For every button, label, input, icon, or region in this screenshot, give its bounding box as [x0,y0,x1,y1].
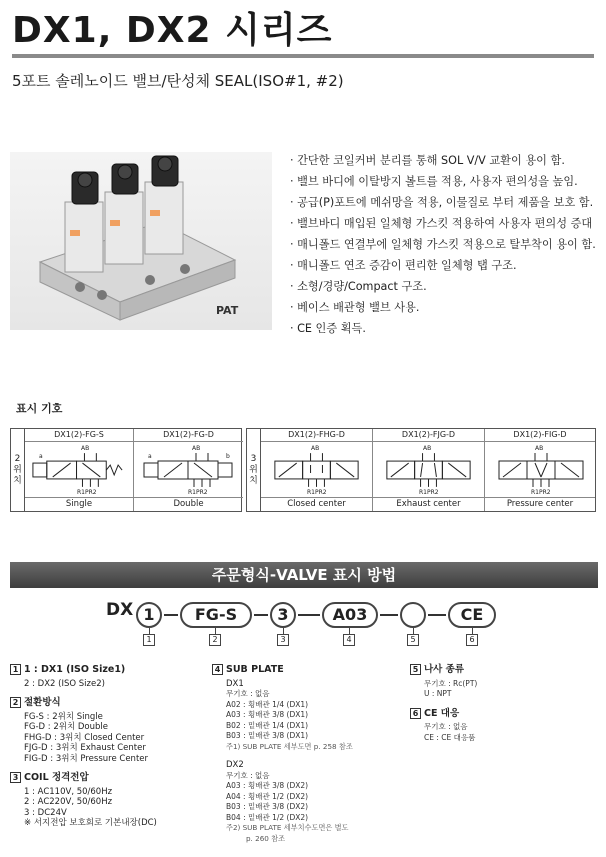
legend-coil-voltage: 3 COIL 정격전압 [10,772,200,784]
feature-item: · 소형/경량/Compact 구조. [290,276,600,297]
legend-sub-plate: 4 SUB PLATE [212,664,402,676]
legend-thread: 5 나사 종류 [410,664,600,676]
legend-column-1: 1 1 : DX1 (ISO Size1) 2 : DX2 (ISO Size2) 2 절환방식 FG-S : 2위치 Single FG-D : 2위치 Double FHG-D : 3위치 Closed Center FJG-D : 3위치 Exhaust Center FIG-D : 3위치 Pressure Center 3 COIL 정격전압 1 : AC110V, 50/60Hz 2 : AC220V, 50/60Hz 3 : DC24V ※ 서지전압 보호회로 기본내장(DC) [10,664,200,829]
order-part-size: 1 [136,602,162,628]
feature-item: · CE 인증 획득. [290,318,600,339]
position-label-3: 3 위 치 [247,429,261,511]
symbol-name: Double [134,497,243,511]
legend-ce: 6 CE 대응 [410,708,600,720]
order-number-box: 3 [277,634,289,646]
order-part-ce: CE [448,602,496,628]
order-prefix: DX [106,600,134,620]
symbol-code: DX1(2)-FIG-D [485,429,595,442]
feature-item: · 밸브 바디에 이탈방지 볼트를 적용, 사용자 편의성을 높임. [290,171,600,192]
symbol-code: DX1(2)-FG-S [25,429,133,442]
legend-switching: 2 절환방식 [10,697,200,709]
symbol-code: DX1(2)-FG-D [134,429,243,442]
feature-item: · 밸브바디 매입된 일체형 가스킷 적용하여 사용자 편의성 증대 [290,213,600,234]
feature-item: · 매니폴드 연결부에 일체형 가스킷 적용으로 탈부착이 용이 함. [290,234,600,255]
feature-item: · 공급(P)포트에 메쉬망을 적용, 이물질로 부터 제품을 보호 함. [290,192,600,213]
order-part-voltage: 3 [270,602,296,628]
order-number-box: 2 [209,634,221,646]
symbol-cell-double: DX1(2)-FG-D AB a b R1PR2 Double [134,429,243,511]
symbol-cell-single: DX1(2)-FG-S AB a R1PR2 Single [25,429,134,511]
order-number-box: 5 [407,634,419,646]
legend-column-2: 4 SUB PLATE DX1 무기호 : 없음 A02 : 횡배관 1/4 (DX1) A03 : 횡배관 3/8 (DX1) B02 : 밑배관 1/4 (DX1) B03 : 밑배관 3/8 (DX1) 주1) SUB PLATE 세부도면 p. 258 참조 DX2 무기호 : 없음 A03 : 횡배관 3/8 (DX2) A04 : 횡배관 1/2 (DX2) B03 : 밑배관 3/8 (DX2) B04 : 밑배관 1/2 (DX2) 주2) SUB PLATE 세부치수도면은 별도 p. 260 참조 [212,664,402,844]
order-dash [254,614,268,616]
symbol-heading: 표시 기호 [16,402,63,415]
position-label-2: 2 위 치 [11,429,25,511]
feature-item: · 간단한 코일커버 분리를 통해 SOL V/V 교환이 용이 함. [290,150,600,171]
symbol-table-2pos [10,428,242,512]
symbol-name: Single [25,497,133,511]
page-title: DX1, DX2 시리즈 [12,10,333,51]
symbol-cell-exhaust-center: DX1(2)-FJG-D AB R1PR2 Exhaust center [373,429,485,511]
symbol-code: DX1(2)-FHG-D [261,429,372,442]
feature-item: · 베이스 배관형 밸브 사용. [290,297,600,318]
order-dash [164,614,178,616]
feature-item: · 매니폴드 연조 증감이 편리한 일체형 탭 구조. [290,255,600,276]
pat-badge: PAT [216,304,239,317]
order-number-box: 4 [343,634,355,646]
symbol-name: Closed center [261,497,372,511]
symbol-name: Pressure center [485,497,595,511]
order-number-box: 1 [143,634,155,646]
order-number-box: 6 [466,634,478,646]
legend-column-3: 5 나사 종류 무기호 : Rc(PT) U : NPT 6 CE 대응 무기호 : 없음 CE : CE 대응품 [410,664,600,743]
page-subtitle: 5포트 솔레노이드 밸브/탄성체 SEAL(ISO#1, #2) [12,72,344,90]
symbol-code: DX1(2)-FJG-D [373,429,484,442]
order-dash [298,614,320,616]
order-part-subplate: A03 [322,602,378,628]
order-dash [380,614,398,616]
symbol-cell-closed-center: DX1(2)-FHG-D AB R1PR2 Closed center [261,429,373,511]
feature-list [290,150,600,339]
symbol-cell-pressure-center: DX1(2)-FIG-D AB R1PR2 Pressure center [485,429,595,511]
order-dash [428,614,446,616]
order-part-switching: FG-S [180,602,252,628]
legend-size: 1 1 : DX1 (ISO Size1) [10,664,200,676]
order-format-bar: 주문형식-VALVE 표시 방법 [10,562,598,588]
order-part-thread [400,602,426,628]
symbol-table-3pos [246,428,596,512]
product-photo [10,152,272,330]
symbol-name: Exhaust center [373,497,484,511]
title-divider [12,54,594,58]
